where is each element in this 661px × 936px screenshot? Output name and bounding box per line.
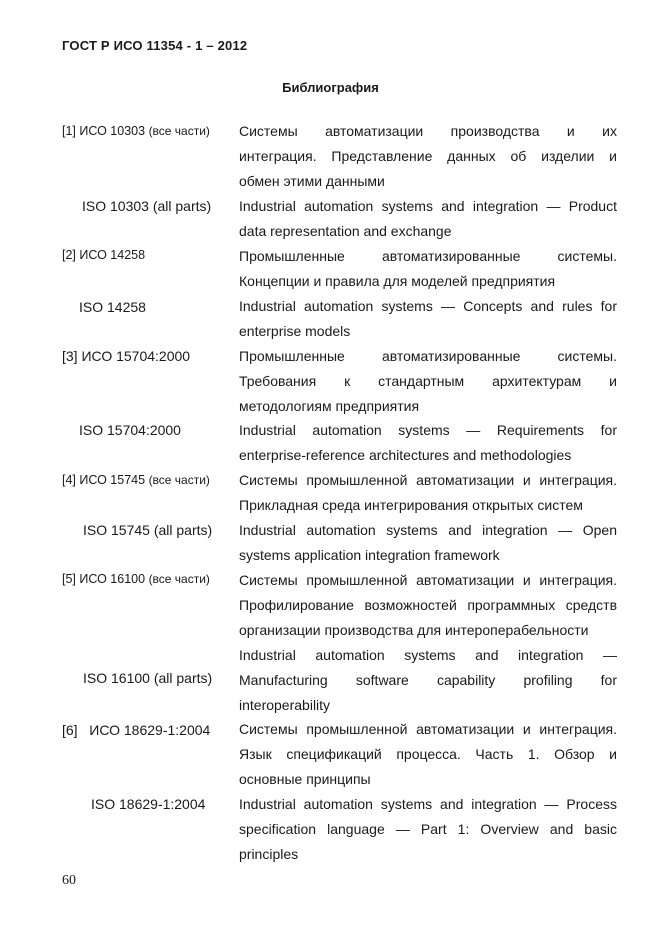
ref-en-5: ISO 16100 (all parts): [83, 670, 213, 686]
ref-ru-5: [5] ИСО 16100 (все части): [62, 572, 210, 586]
ref-en-3: ISO 15704:2000: [79, 422, 181, 438]
text-ru-4: Системы промышленной автоматизации и интеграция. Прикладная среда интегрирования открытых систем: [239, 472, 617, 513]
ref-ru-6: [6] ИСО 18629-1:2004: [62, 722, 211, 738]
ref-en-6: ISO 18629-1:2004: [91, 796, 206, 812]
text-en-3: Industrial automation systems — Requirements for enterprise-reference architectures and methodologies: [239, 422, 617, 463]
ref-ru-3: [3] ИСО 15704:2000: [62, 348, 191, 364]
document-header: ГОСТ Р ИСО 11354 - 1 – 2012: [62, 38, 248, 53]
text-en-4: Industrial automation systems and integration — Open systems application integration framework: [239, 522, 617, 563]
text-ru-1: Системы автоматизации производства и их интеграция. Представление данных об изделии и обмен этими данными: [239, 123, 617, 189]
page-number: 60: [62, 873, 76, 888]
text-ru-3: Промышленные автоматизированные системы. Требования к стандартным архитектурам и методологиям предприятия: [239, 348, 617, 414]
ref-ru-2: [2] ИСО 14258: [62, 248, 146, 262]
text-ru-6: Системы промышленной автоматизации и интеграция. Язык спецификаций процесса. Часть 1. Обзор и основные принципы: [239, 721, 617, 787]
text-ru-2: Промышленные автоматизированные системы. Концепции и правила для моделей предприятия: [239, 248, 617, 289]
text-en-1: Industrial automation systems and integration — Product data representation and exchange: [239, 198, 617, 239]
bibliography-title: Библиография: [282, 80, 379, 95]
ref-ru-4: [4] ИСО 15745 (все части): [62, 473, 210, 487]
ref-en-4: ISO 15745 (all parts): [83, 522, 213, 538]
text-en-5: Industrial automation systems and integration — Manufacturing software capability profiling for interoperability: [239, 647, 617, 713]
text-en-6: Industrial automation systems and integration — Process specification language — Part 1: Overview and basic principles: [239, 796, 617, 862]
ref-en-1: ISO 10303 (all parts): [82, 198, 212, 214]
ref-en-2: ISO 14258: [79, 299, 146, 315]
text-en-2: Industrial automation systems — Concepts and rules for enterprise models: [239, 298, 617, 339]
text-ru-5: Системы промышленной автоматизации и интеграция. Профилирование возможностей программных средств организации производства для интероперабельности: [239, 572, 617, 638]
ref-ru-1: [1] ИСО 10303 (все части): [62, 124, 210, 138]
